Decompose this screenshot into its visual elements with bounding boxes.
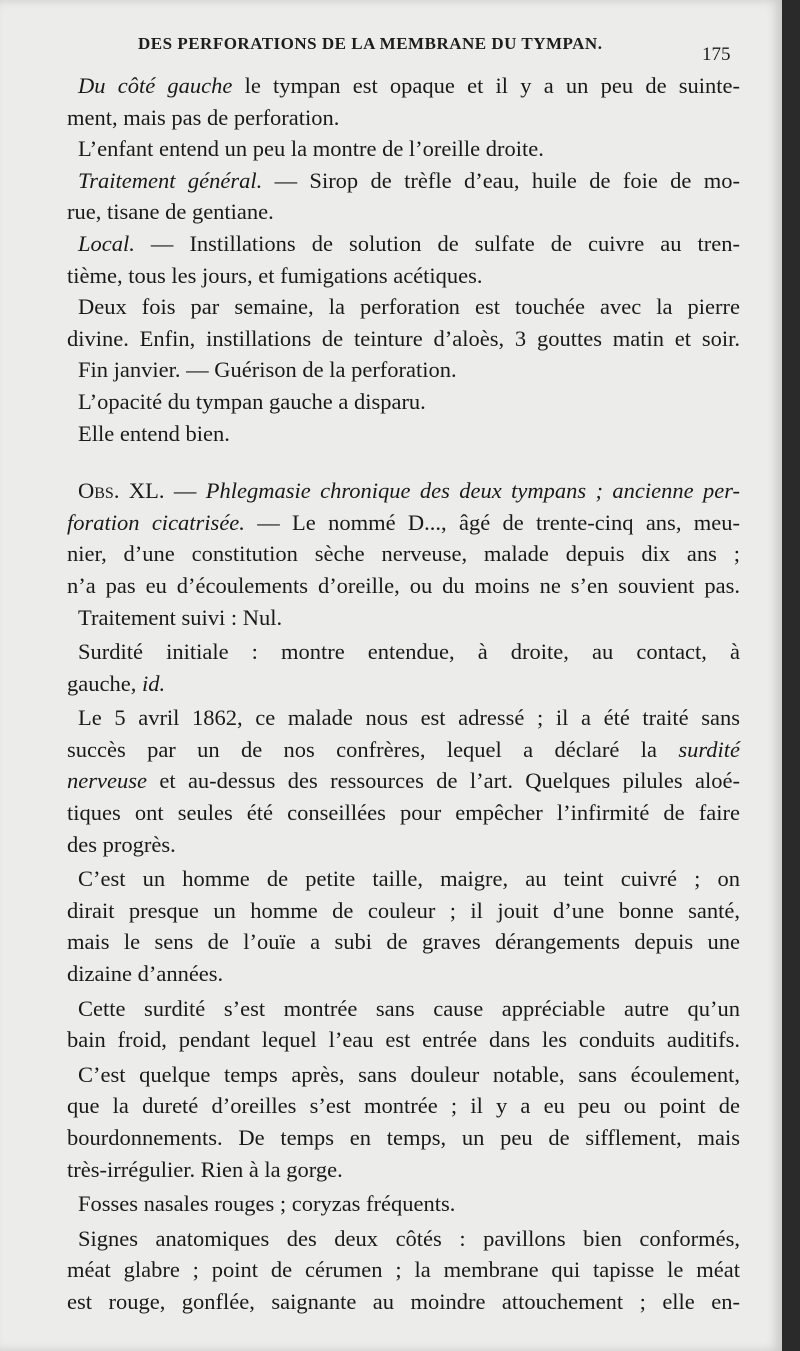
- text-run: et au-dessus des ressources de l’art. Quelques pilules aloé-: [146, 768, 740, 794]
- text-line: tiques ont seules été conseillées pour empêcher l’infirmité de faire: [67, 800, 740, 826]
- text-line: [67, 765, 740, 797]
- text-line: divine. Enfin, instillations de teinture d’aloès, 3 gouttes matin et soir.: [67, 325, 740, 351]
- text-run: — Sirop de trèfle d’eau, huile de foie de mo-: [262, 167, 741, 193]
- italic-text: nerveuse: [67, 768, 147, 794]
- text-line: méat glabre ; point de cérumen ; la membrane qui tapisse le méat: [67, 1257, 740, 1283]
- text-line: ment, mais pas de perforation.: [67, 104, 340, 130]
- text-line: L’opacité du tympan gauche a disparu.: [78, 388, 426, 414]
- text-line: [67, 668, 740, 700]
- text-run: —: [164, 478, 206, 504]
- text-line: [78, 70, 740, 102]
- text-line: Le 5 avril 1862, ce malade nous est adressé ; il a été traité sans: [78, 705, 740, 731]
- text-run: — Instillations de solution de sulfate de cuivre au tren-: [134, 230, 740, 256]
- text-line: nier, d’une constitution sèche nerveuse, malade depuis dix ans ;: [67, 541, 740, 567]
- text-line: dizaine d’années.: [67, 961, 224, 987]
- text-line: Traitement suivi : Nul.: [78, 604, 283, 630]
- italic-text: Local.: [78, 230, 135, 256]
- text-line: est rouge, gonflée, saignante au moindre attouchement ; elle en-: [67, 1288, 740, 1314]
- page-body: [67, 70, 741, 1318]
- text-line: Surdité initiale : montre entendue, à droite, au contact, à: [78, 639, 740, 665]
- text-line: bain froid, pendant lequel l’eau est entrée dans les conduits auditifs.: [67, 1027, 740, 1053]
- text-line: L’enfant entend un peu la montre de l’oreille droite.: [78, 136, 544, 162]
- text-line: tième, tous les jours, et fumigations acétiques.: [67, 262, 483, 288]
- text-line: Cette surdité s’est montrée sans cause appréciable autre qu’un: [78, 995, 740, 1021]
- text-line: dirait presque un homme de couleur ; il jouit d’une bonne santé,: [67, 897, 740, 923]
- text-line: [78, 165, 740, 197]
- text-line: rue, tisane de gentiane.: [67, 199, 274, 225]
- running-title: DES PERFORATIONS DE LA MEMBRANE DU TYMPAN.: [138, 34, 603, 53]
- text-line: mais le sens de l’ouïe a subi de graves dérangements depuis une: [67, 929, 740, 955]
- page-number: 175: [702, 44, 731, 65]
- text-run: gauche,: [67, 670, 142, 696]
- text-line: [78, 475, 740, 507]
- paragraph-gap: [78, 449, 740, 475]
- italic-text: foration cicatrisée.: [67, 509, 245, 535]
- text-line: très-irrégulier. Rien à la gorge.: [67, 1156, 343, 1182]
- text-line: [67, 507, 740, 539]
- text-line: C’est quelque temps après, sans douleur notable, sans écoulement,: [78, 1061, 740, 1087]
- text-line: C’est un homme de petite taille, maigre, au teint cuivré ; on: [78, 866, 740, 892]
- text-line: [67, 734, 740, 766]
- italic-text: surdité: [678, 736, 740, 762]
- text-line: [78, 228, 740, 260]
- text-line: Signes anatomiques des deux côtés : pavillons bien conformés,: [78, 1225, 740, 1251]
- italic-text: id.: [141, 670, 166, 696]
- italic-text: Traitement général.: [78, 167, 263, 193]
- text-line: Fosses nasales rouges ; coryzas fréquents.: [78, 1191, 456, 1217]
- text-line: Fin janvier. — Guérison de la perforation.: [78, 357, 457, 383]
- text-run: succès par un de nos confrères, lequel a déclaré la: [67, 736, 679, 762]
- text-line: Elle entend bien.: [78, 420, 230, 446]
- text-line: bourdonnements. De temps en temps, un peu de sifflement, mais: [67, 1125, 740, 1150]
- text-run: le tympan est opaque et il y a un peu de suinte-: [232, 73, 740, 98]
- observation-number: Obs. XL.: [78, 478, 165, 504]
- text-line: que la dureté d’oreilles s’est montrée ; il y a eu peu ou point de: [67, 1093, 740, 1119]
- text-run: — Le nommé D..., âgé de trente-cinq ans, meu-: [244, 509, 740, 535]
- text-line: des progrès.: [67, 831, 176, 857]
- italic-text: Du côté gauche: [78, 73, 233, 98]
- italic-text: Phlegmasie chronique des deux tympans ; ancienne per-: [205, 478, 741, 504]
- text-line: n’a pas eu d’écoulements d’oreille, ou du moins ne s’en souvient pas.: [67, 572, 740, 598]
- text-line: Deux fois par semaine, la perforation est touchée avec la pierre: [78, 294, 740, 320]
